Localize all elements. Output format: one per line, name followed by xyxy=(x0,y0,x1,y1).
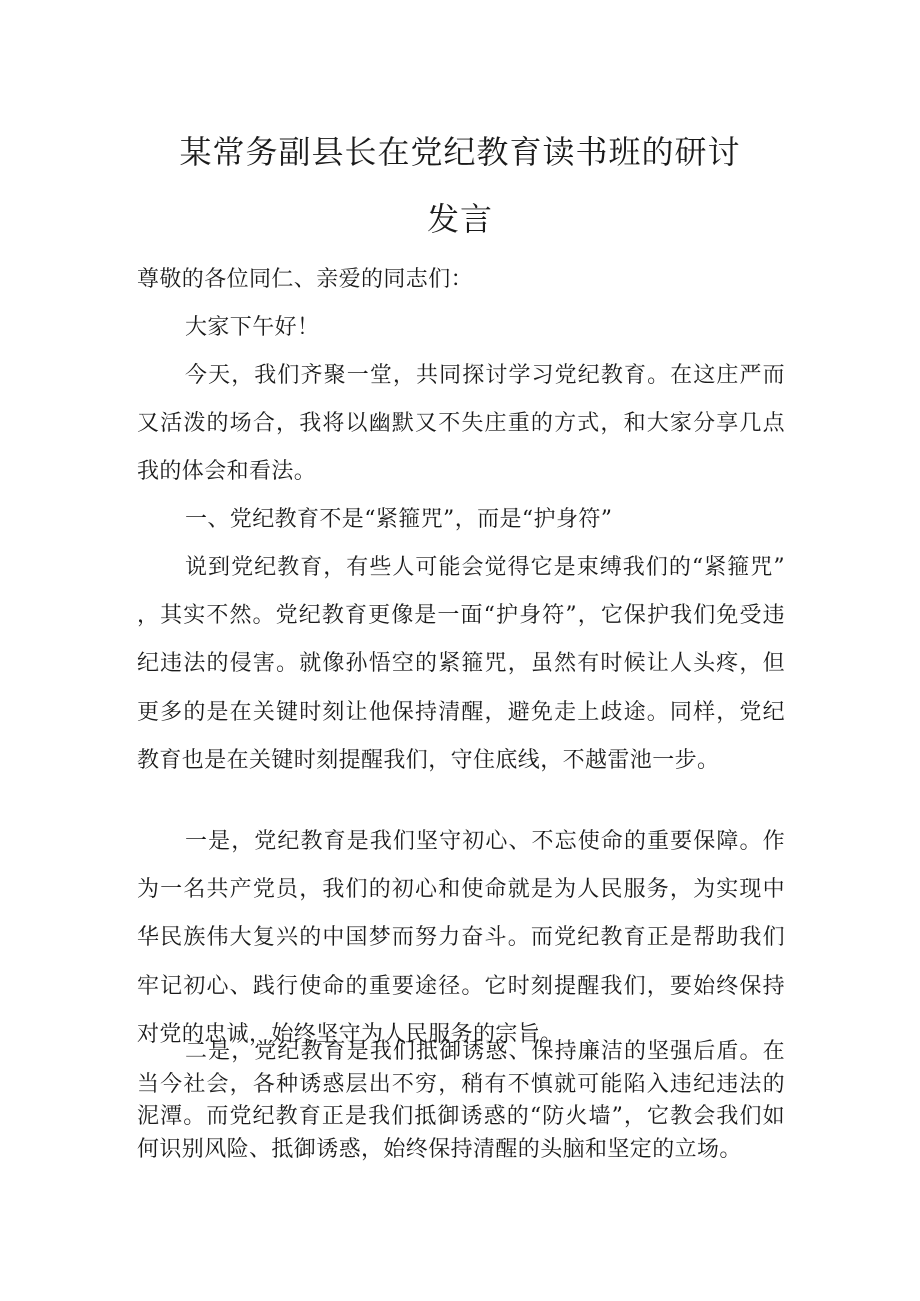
body-paragraph-2: 一是，党纪教育是我们坚守初心、不忘使命的重要保障。作为一名共产党员，我们的初心和使命就是为人民服务，为实现中华民族伟大复兴的中国梦而努力奋斗。而党纪教育正是帮助我们牢记初心、践行使命的重要途径。它时刻提醒我们，要始终保持对党的忠诚，始终坚守为人民服务的宗旨。 xyxy=(137,829,785,1047)
document-title-line2: 发言 xyxy=(426,200,493,238)
intro-paragraph: 今天，我们齐聚一堂，共同探讨学习党纪教育。在这庄严而又活泼的场合，我将以幽默又不失庄重的方式，和大家分享几点我的体会和看法。 xyxy=(137,363,785,485)
body-paragraph-1: 说到党纪教育，有些人可能会觉得它是束缚我们的“紧箍咒”，其实不然。党纪教育更像是一面“护身符”，它保护我们免受违纪违法的侵害。就像孙悟空的紧箍咒，虽然有时候让人头疼，但更多的是在关键时刻让他保持清醒，避免走上歧途。同样，党纪教育也是在关键时刻提醒我们，守住底线，不越雷池一步。 xyxy=(137,555,785,773)
body-paragraph-3: 二是，党纪教育是我们抵御诱惑、保持廉洁的坚强后盾。在当今社会，各种诱惑层出不穷，稍有不慎就可能陷入违纪违法的泥潭。而党纪教育正是我们抵御诱惑的“防火墙”，它教会我们如何识别风险、抵御诱惑，始终保持清醒的头脑和坚定的立场。 xyxy=(137,1039,785,1162)
greeting: 大家下午好！ xyxy=(185,315,320,340)
section-heading-1: 一、党纪教育不是“紧箍咒”，而是“护身符” xyxy=(185,507,613,532)
document-title-line1: 某常务副县长在党纪教育读书班的研讨 xyxy=(179,133,741,171)
salutation: 尊敬的各位同仁、亲爱的同志们： xyxy=(137,267,474,292)
